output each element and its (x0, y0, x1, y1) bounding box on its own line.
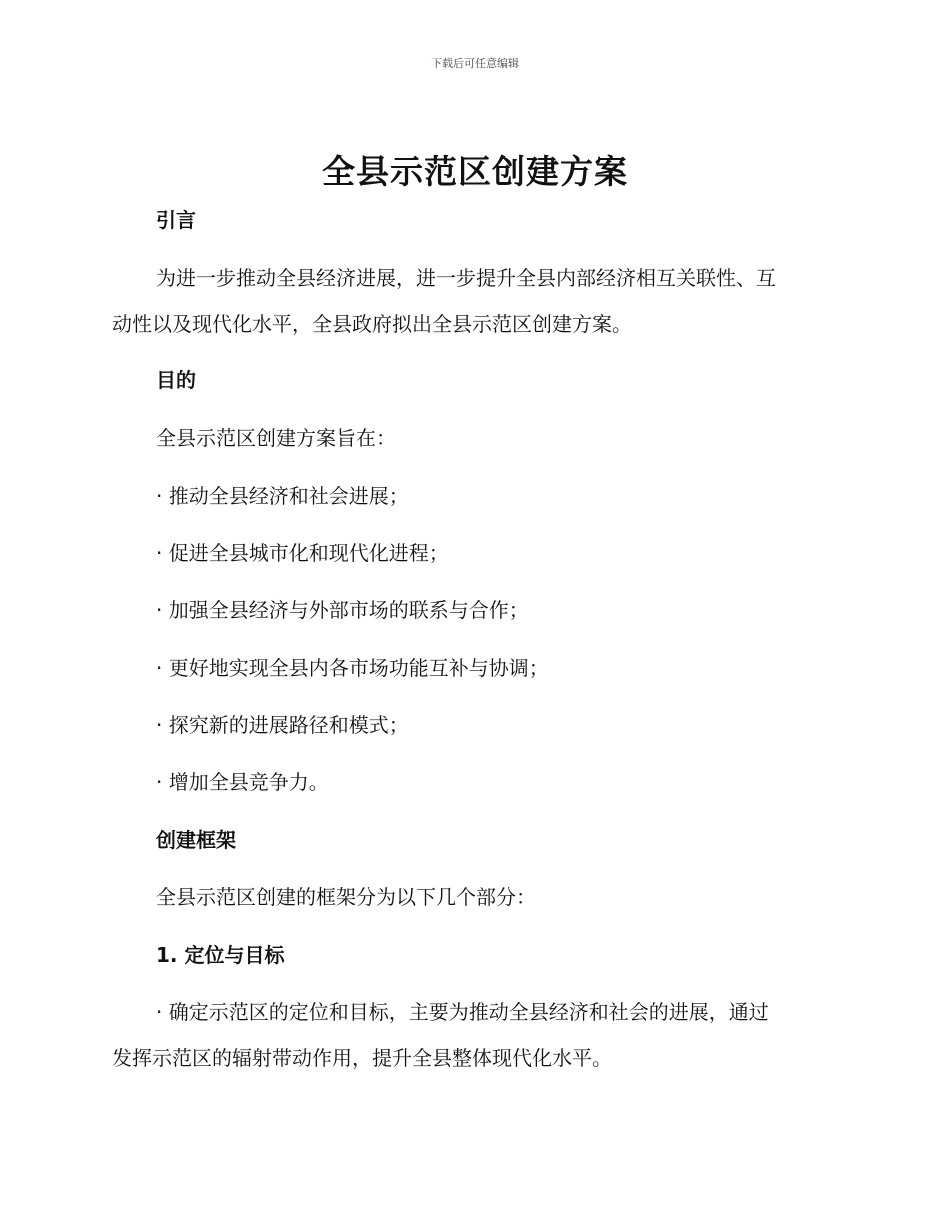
list-item: · 加强全县经济与外部市场的联系与合作； (156, 598, 529, 622)
list-item: · 推动全县经济和社会进展； (156, 484, 409, 508)
header-note: 下载后可任意编辑 (431, 57, 519, 70)
page-title: 全县示范区创建方案 (322, 152, 628, 191)
framework-heading: 创建框架 (156, 828, 236, 852)
list-item: · 更好地实现全县内各市场功能互补与协调； (156, 656, 549, 680)
intro-paragraph-line-1: 为进一步推动全县经济进展，进一步提升全县内部经济相互关联性、互 (156, 266, 776, 290)
subsection-paragraph-line-2: 发挥示范区的辐射带动作用，提升全县整体现代化水平。 (112, 1046, 612, 1070)
subsection-paragraph-line-1: · 确定示范区的定位和目标，主要为推动全县经济和社会的进展，通过 (156, 1000, 769, 1024)
subsection-heading: 1. 定位与目标 (156, 943, 285, 967)
list-item: · 探究新的进展路径和模式； (156, 713, 409, 737)
intro-heading: 引言 (156, 208, 196, 232)
list-item: · 增加全县竞争力。 (156, 770, 329, 794)
purpose-lead: 全县示范区创建方案旨在： (156, 426, 396, 450)
intro-paragraph-line-2: 动性以及现代化水平，全县政府拟出全县示范区创建方案。 (112, 312, 632, 336)
list-item: · 促进全县城市化和现代化进程； (156, 541, 449, 565)
framework-lead: 全县示范区创建的框架分为以下几个部分： (156, 885, 536, 909)
purpose-heading: 目的 (156, 368, 196, 392)
